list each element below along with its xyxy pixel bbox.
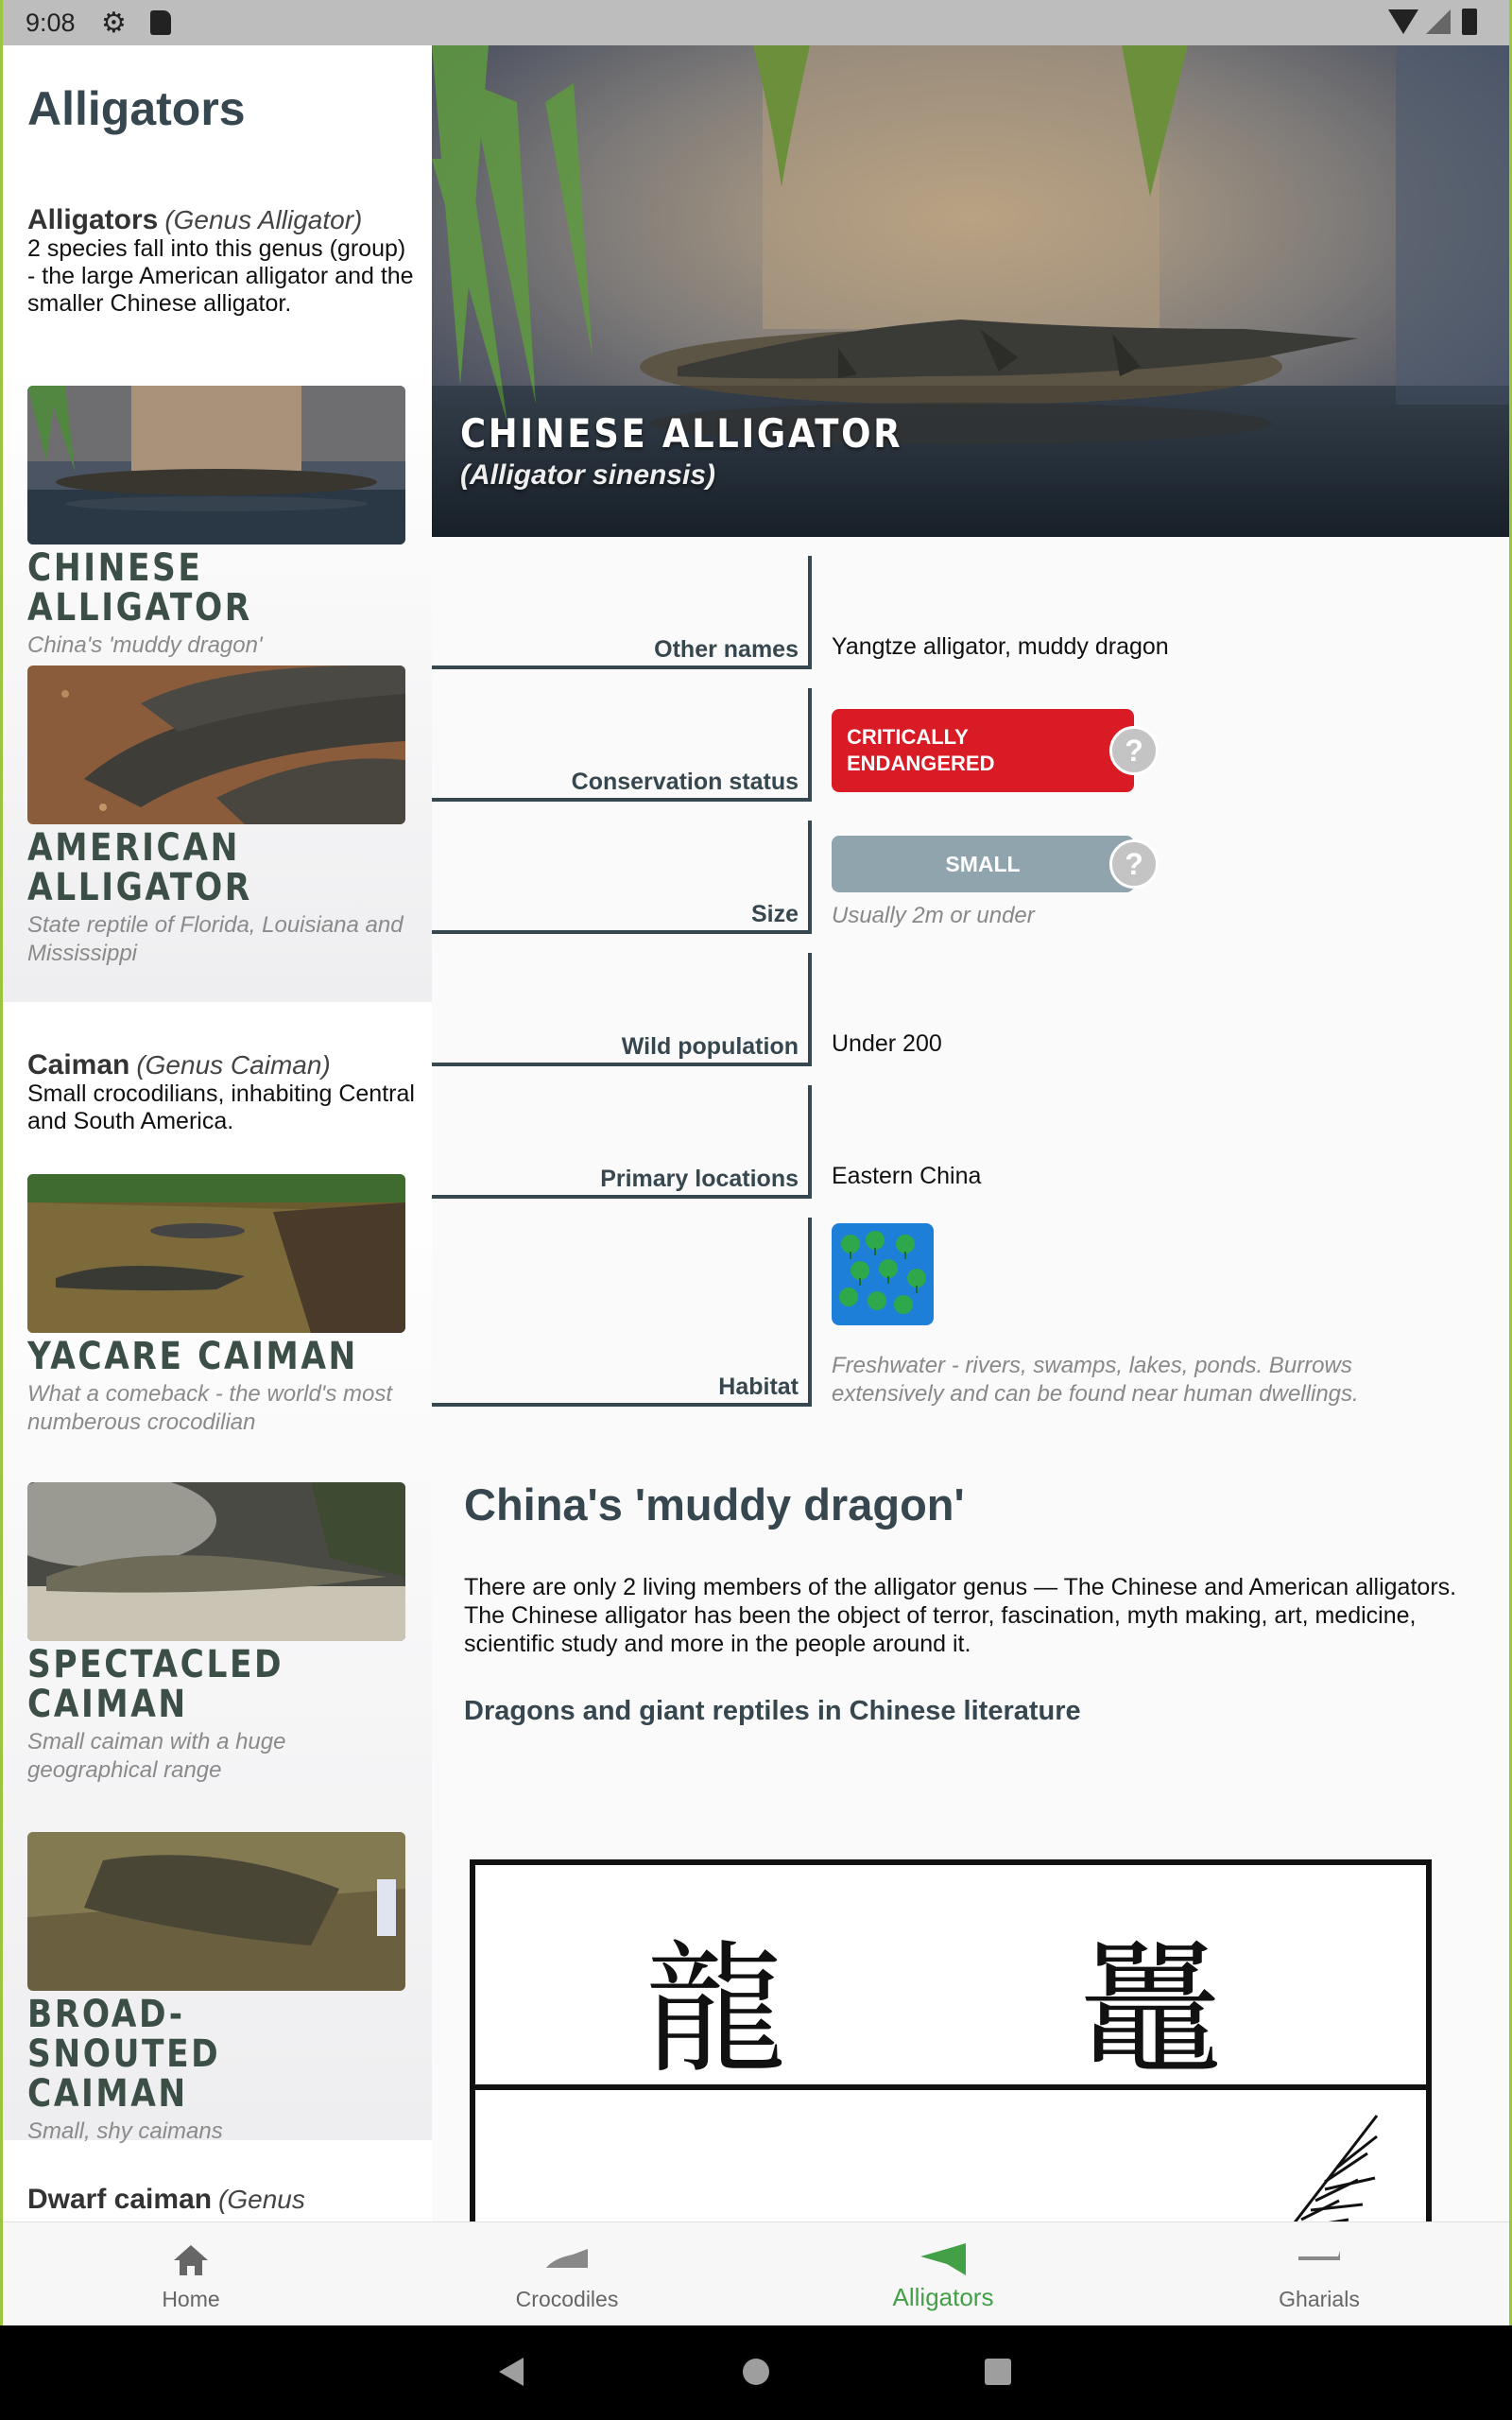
- nav-label: Alligators: [892, 2283, 994, 2311]
- nav-label: Home: [162, 2287, 220, 2311]
- status-bar: [3, 0, 1509, 45]
- species-tagline: China's 'muddy dragon': [27, 632, 263, 658]
- genus-name: Alligators: [27, 204, 159, 235]
- species-group-alligators: [3, 367, 432, 1002]
- sd-card-icon: [150, 10, 171, 35]
- chinese-alligator-thumbnail: [27, 386, 405, 544]
- spectacled-caiman-thumbnail: [27, 1482, 405, 1641]
- trees-icon: [832, 1223, 934, 1325]
- species-card-broad-snouted-caiman[interactable]: [27, 1832, 409, 2146]
- system-navigation-bar: [0, 2325, 1512, 2420]
- species-group-caiman: [3, 1157, 432, 2144]
- hero-scientific-name: (Alligator sinensis): [460, 459, 716, 491]
- species-tagline: Small, shy caimans: [27, 2118, 223, 2144]
- nav-crocodiles[interactable]: [379, 2222, 755, 2325]
- genus-name: Caiman: [27, 1049, 130, 1080]
- fact-value: Under 200: [832, 1030, 942, 1057]
- bottom-navigation: [3, 2221, 1509, 2325]
- species-name: SPECTACLED CAIMAN: [27, 1643, 284, 1726]
- genus-name: Dwarf caiman: [27, 2184, 213, 2215]
- species-card-chinese-alligator[interactable]: [27, 386, 409, 660]
- species-name: BROAD-SNOUTED CAIMAN: [27, 1993, 221, 2116]
- habitat-note: Freshwater - rivers, swamps, lakes, ponds. Burrows extensively and can be found near human dwellings.: [832, 1353, 1359, 1407]
- hero-image: [432, 45, 1509, 537]
- nav-label: Crocodiles: [515, 2287, 619, 2311]
- species-tagline: Small caiman with a huge geographical range: [27, 1729, 286, 1783]
- fact-label: Size: [750, 901, 799, 927]
- alligator-icon: [919, 2243, 968, 2280]
- wifi-icon: [1388, 9, 1418, 34]
- conservation-status-badge: CRITICALLY ENDANGERED: [832, 709, 1134, 792]
- status-time: 9:08: [26, 9, 76, 37]
- genus-latin: (Genus: [218, 2185, 305, 2214]
- article: [464, 1477, 1466, 1727]
- settings-gear-icon: ⚙: [101, 8, 127, 39]
- size-help-button[interactable]: ?: [1109, 839, 1159, 889]
- species-name: AMERICAN ALLIGATOR: [27, 826, 252, 909]
- article-paragraph: There are only 2 living members of the alligator genus — The Chinese and American alligators. The Chinese alligator has been the object of terror, fascination, myth making, art, medicine, scientific study and more in the people around it.: [464, 1574, 1457, 1657]
- cell-signal-icon: [1426, 9, 1451, 34]
- yacare-caiman-thumbnail: [27, 1174, 405, 1333]
- nav-home[interactable]: [3, 2222, 379, 2325]
- fact-label: Other names: [654, 636, 799, 663]
- species-tagline: State reptile of Florida, Louisiana and Mississippi: [27, 912, 404, 966]
- article-subheading: Dragons and giant reptiles in Chinese literature: [464, 1696, 1081, 1726]
- illustration-char: 鼉: [1078, 1928, 1222, 2093]
- crocodile-icon: [544, 2243, 590, 2276]
- home-icon: [172, 2243, 210, 2282]
- app-frame: [3, 0, 1509, 2325]
- species-card-spectacled-caiman[interactable]: [27, 1482, 409, 1785]
- battery-icon: [1462, 9, 1477, 35]
- nav-label: Gharials: [1279, 2287, 1360, 2311]
- genus-description: 2 species fall into this genus (group) - the large American alligator and the smaller Chinese alligator.: [27, 235, 414, 317]
- species-name: YACARE CAIMAN: [27, 1335, 358, 1378]
- article-heading: China's 'muddy dragon': [464, 1479, 965, 1530]
- size-note: Usually 2m or under: [832, 903, 1035, 928]
- nav-gharials[interactable]: [1131, 2222, 1507, 2325]
- species-card-american-alligator[interactable]: [27, 666, 409, 968]
- hero-species-name: CHINESE ALLIGATOR: [460, 410, 903, 457]
- genus-description: Small crocodilians, inhabiting Central and South America.: [27, 1080, 415, 1134]
- nav-alligators[interactable]: [755, 2222, 1131, 2325]
- conservation-help-button[interactable]: ?: [1109, 726, 1159, 775]
- broad-snouted-caiman-thumbnail: [27, 1832, 405, 1991]
- gharial-icon: [1297, 2243, 1342, 2271]
- fact-label: Conservation status: [571, 769, 799, 795]
- american-alligator-thumbnail: [27, 666, 405, 824]
- fact-label: Wild population: [621, 1033, 799, 1060]
- fact-value: Yangtze alligator, muddy dragon: [832, 633, 1169, 660]
- fact-value: Eastern China: [832, 1163, 982, 1189]
- genus-latin: (Genus Caiman): [136, 1050, 331, 1080]
- illustration-char: 龍: [644, 1928, 787, 2093]
- chinese-dragon-illustration: [470, 1804, 1434, 2221]
- back-icon[interactable]: [499, 2358, 524, 2386]
- genus-header-dwarf-caiman: [27, 2186, 415, 2215]
- genus-header-caiman: [27, 1051, 415, 1135]
- sidebar-title: Alligators: [27, 82, 246, 135]
- species-name: CHINESE ALLIGATOR: [27, 546, 252, 630]
- genus-latin: (Genus Alligator): [164, 205, 363, 234]
- recents-icon[interactable]: [985, 2359, 1011, 2385]
- species-tagline: What a comeback - the world's most numberous crocodilian: [27, 1381, 393, 1435]
- fact-label: Habitat: [718, 1374, 799, 1400]
- home-circle-icon[interactable]: [743, 2359, 769, 2385]
- size-badge: SMALL: [832, 836, 1134, 892]
- genus-header-alligators: [27, 206, 415, 318]
- species-card-yacare-caiman[interactable]: [27, 1174, 409, 1437]
- species-detail[interactable]: [432, 45, 1509, 2221]
- fact-label: Primary locations: [600, 1166, 799, 1192]
- species-sidebar[interactable]: [3, 45, 432, 2221]
